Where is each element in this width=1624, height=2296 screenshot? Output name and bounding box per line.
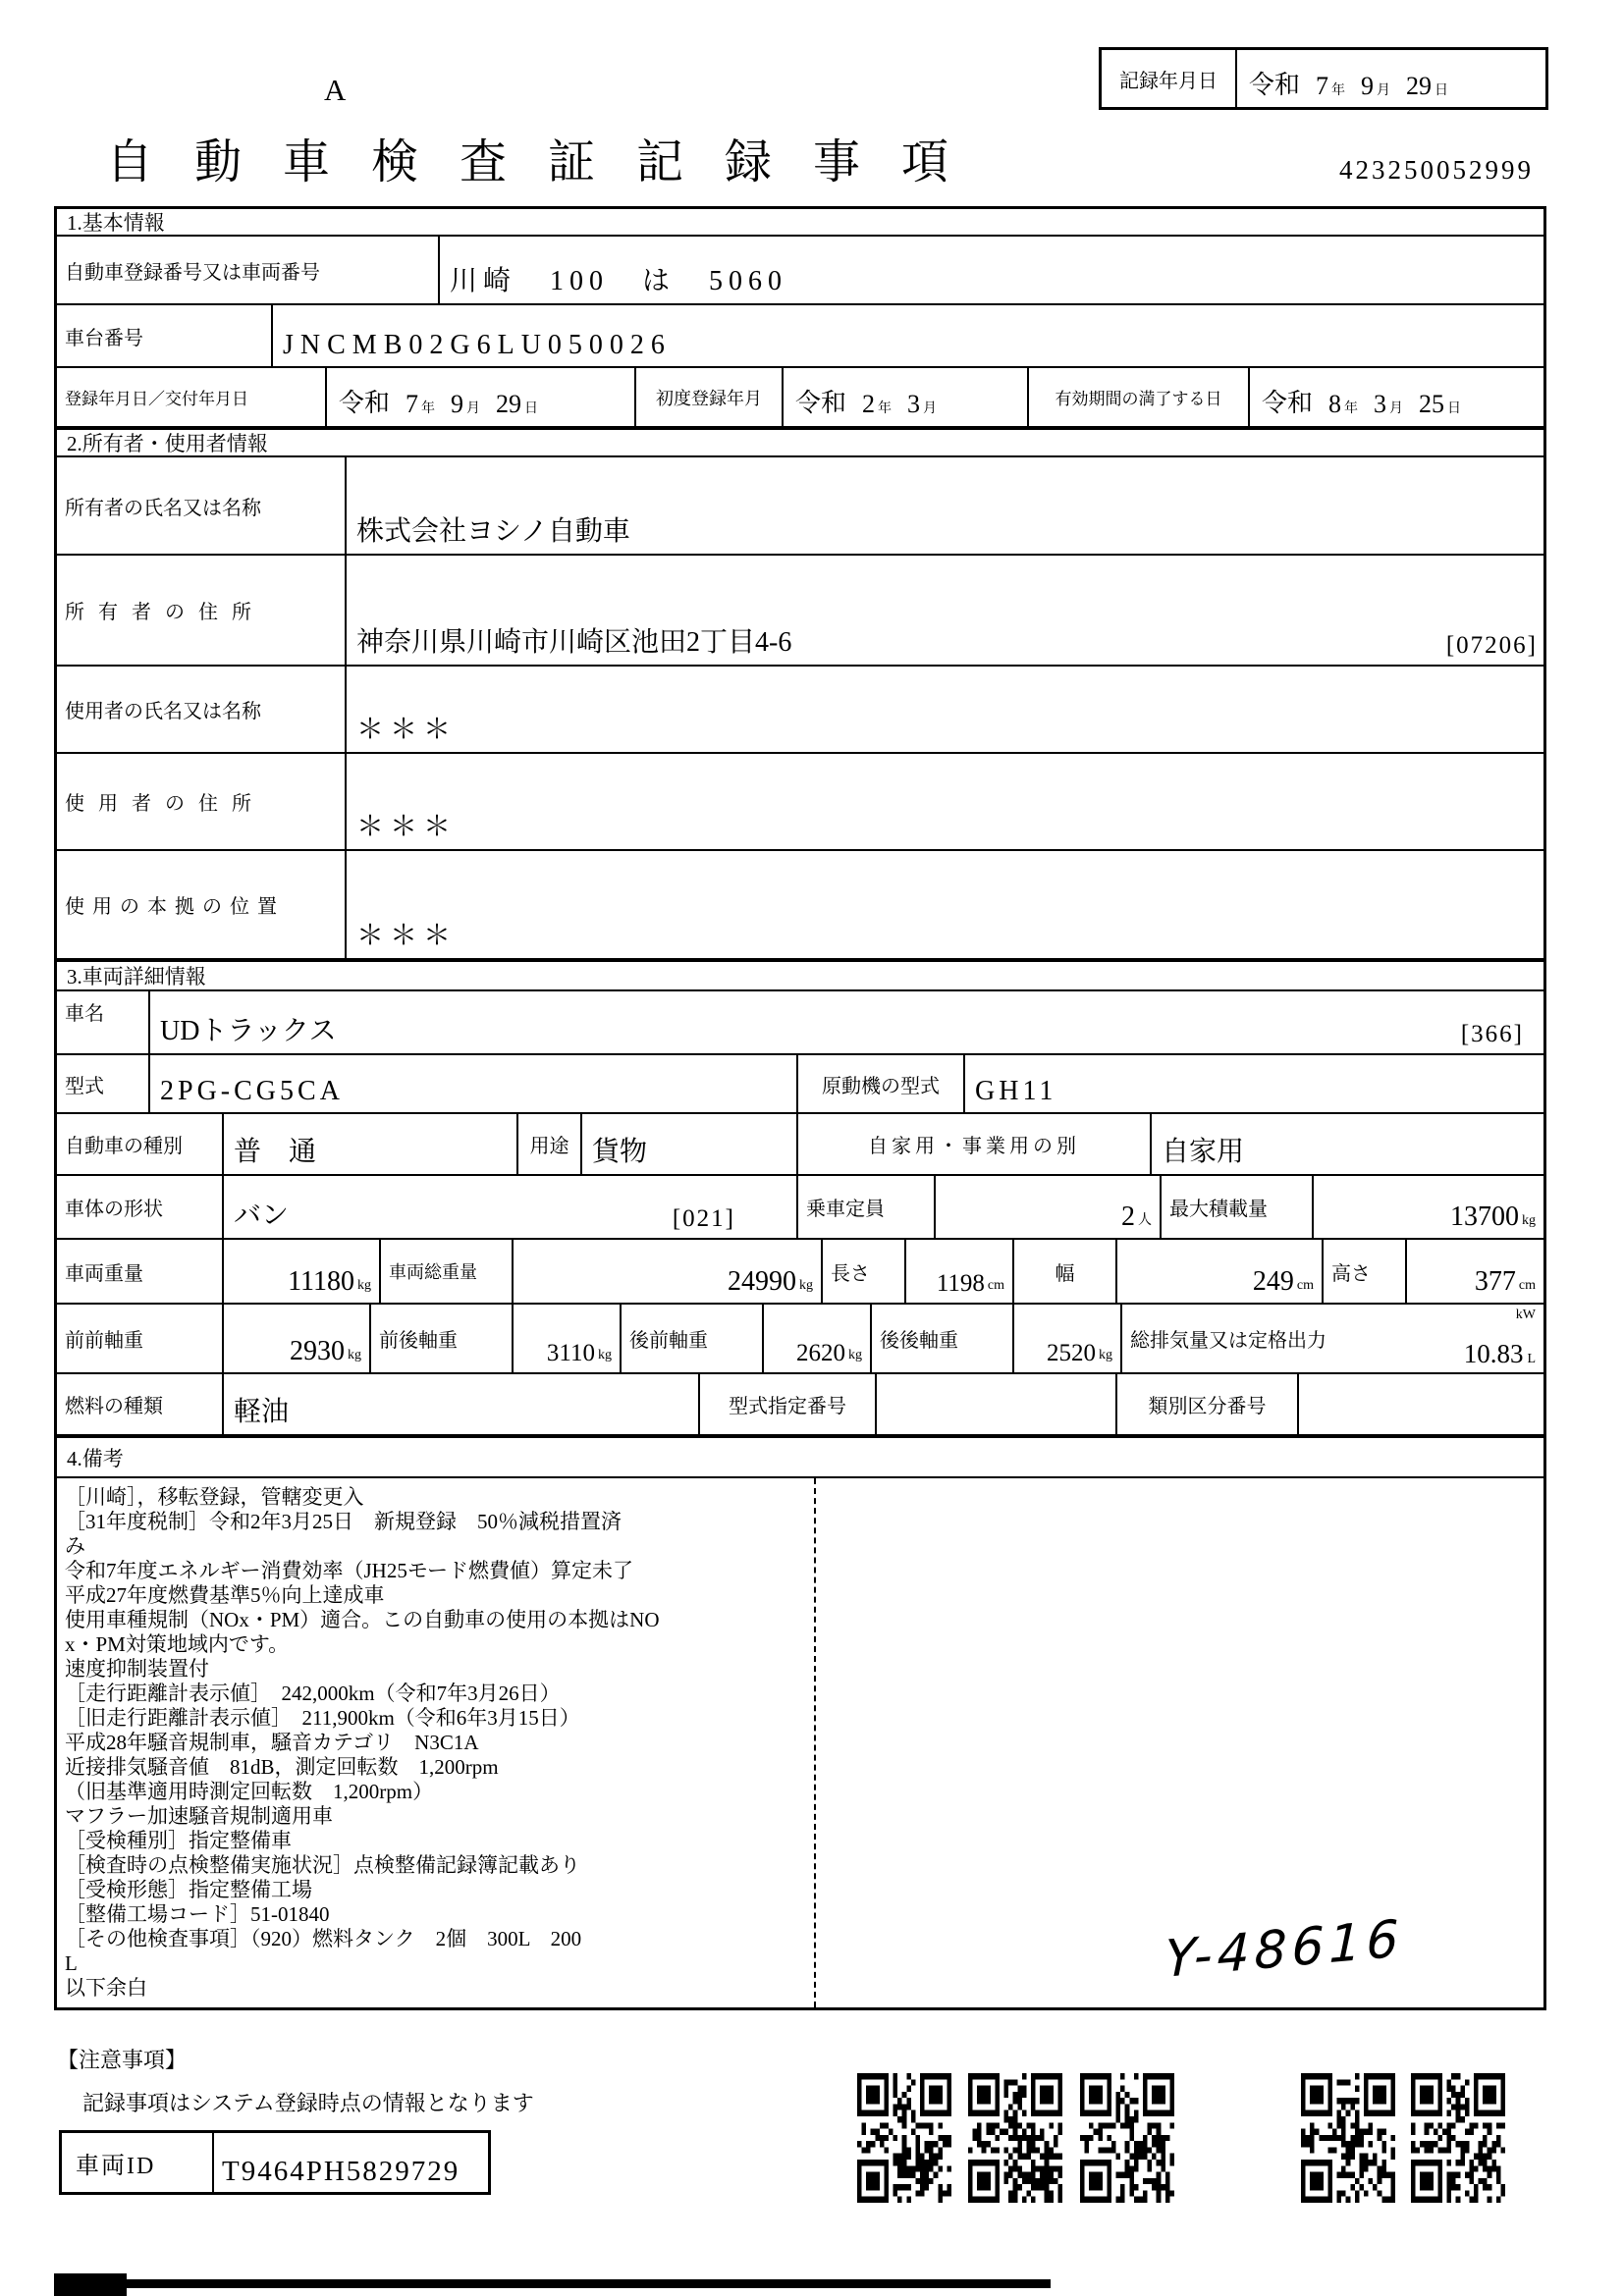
remarks-line: ［受検種別］指定整備車 — [65, 1829, 292, 1852]
fuel-type-label: 燃料の種類 — [57, 1374, 224, 1434]
vehicle-weight-value: 11180 kg — [224, 1240, 381, 1303]
length-value: 1198 cm — [906, 1240, 1014, 1303]
record-table — [54, 206, 1546, 2010]
section3-header: 3.車両詳細情報 — [57, 960, 1543, 991]
displacement-value: 10.83 — [1463, 1339, 1524, 1368]
row-dates — [57, 368, 1543, 428]
axle-rear-rear-label: 後後軸重 — [872, 1305, 1014, 1372]
remarks-line: ［検査時の点検整備実施状況］点検整備記録簿記載あり — [65, 1853, 580, 1877]
class-number-value — [1299, 1374, 1543, 1434]
body-shape-label: 車体の形状 — [57, 1176, 224, 1238]
remarks-line: ［整備工場コード］51-01840 — [65, 1902, 330, 1926]
remarks-box — [57, 1478, 1543, 2007]
width-label: 幅 — [1014, 1240, 1117, 1303]
remarks-lines — [65, 1485, 806, 2001]
gross-weight-label: 車両総重量 — [381, 1240, 514, 1303]
row-user-name — [57, 667, 1543, 754]
section2-header: 2.所有者・使用者情報 — [57, 428, 1543, 457]
axle-rear-rear-value: 2520 kg — [1014, 1305, 1122, 1372]
axle-rear-front-label: 後前軸重 — [622, 1305, 764, 1372]
remarks-line: （旧基準適用時測定回転数 1,200rpm） — [65, 1780, 434, 1803]
row-fuel — [57, 1374, 1543, 1436]
base-location-label: 使用の本拠の位置 — [57, 851, 347, 958]
remarks-line: 平成28年騒音規制車，騒音カテゴリ N3C1A — [65, 1731, 479, 1754]
owner-name-value: 株式会社ヨシノ自動車 — [356, 516, 630, 547]
row-user-address — [57, 754, 1543, 851]
document-number: 423250052999 — [1339, 155, 1534, 185]
expiry-date-value: 令和 8 年 3 月 25 日 — [1262, 389, 1462, 418]
owner-name-label: 所有者の氏名又は名称 — [57, 457, 347, 554]
remarks-line: ［受検形態］指定整備工場 — [65, 1878, 312, 1901]
fuel-type-value: 軽油 — [224, 1374, 700, 1434]
payload-label: 最大積載量 — [1162, 1176, 1314, 1238]
record-date-value: 令和 7 年 9 月 29 日 — [1249, 71, 1449, 100]
row-model — [57, 1055, 1543, 1114]
model-label: 型式 — [57, 1055, 150, 1112]
row-weights — [57, 1240, 1543, 1305]
private-business-label: 自家用・事業用の別 — [798, 1114, 1152, 1174]
page-title: 自動車検査証記録事項 — [106, 136, 991, 188]
remarks-line: 使用車種規制（NOx・PM）適合。この自動車の使用の本拠はNO — [65, 1608, 660, 1631]
first-registration-label: 初度登録年月 — [636, 368, 784, 426]
user-name-value: ＊＊＊ — [356, 715, 458, 745]
base-location-value: ＊＊＊ — [356, 921, 458, 951]
scan-artifact-line — [54, 2279, 1051, 2288]
record-date-label: 記録年月日 — [1102, 50, 1237, 107]
row-plate-number — [57, 237, 1543, 305]
length-label: 長さ — [823, 1240, 906, 1303]
remarks-line: 以下余白 — [65, 1976, 147, 2000]
row-body-shape — [57, 1176, 1543, 1240]
qr-code — [1411, 2073, 1505, 2203]
notice-title: 【注意事項】 — [57, 2048, 188, 2072]
remarks-line: ［川崎］，移転登録，管轄変更入 — [65, 1485, 364, 1509]
qr-code — [857, 2073, 951, 2203]
remarks-line: 平成27年度燃費基準5％向上達成車 — [65, 1583, 385, 1607]
use-label: 用途 — [518, 1114, 582, 1174]
qr-code — [1301, 2073, 1395, 2203]
row-chassis-number — [57, 305, 1543, 368]
remarks-divider — [814, 1478, 816, 2007]
expiry-date-label: 有効期間の満了する日 — [1029, 368, 1250, 426]
section1-header: 1.基本情報 — [57, 209, 1543, 237]
vehicle-kind-value: 普 通 — [224, 1114, 518, 1174]
qr-code — [1080, 2073, 1174, 2203]
row-axle-weights — [57, 1305, 1543, 1374]
vehicle-id-label: 車両ID — [62, 2133, 214, 2192]
car-name-code: [366] — [1460, 1021, 1524, 1047]
remarks-line: x・PM対策地域内です。 — [65, 1632, 290, 1656]
row-car-name — [57, 991, 1543, 1055]
row-owner-name — [57, 457, 1543, 556]
axle-front-rear-label: 前後軸重 — [371, 1305, 514, 1372]
remarks-line: 近接排気騒音値 81dB，測定回転数 1,200rpm — [65, 1755, 499, 1779]
car-name-value: UDトラックス — [160, 1016, 337, 1046]
remarks-line: 令和7年度エネルギー消費効率（JH25モード燃費値）算定未了 — [65, 1559, 633, 1582]
height-label: 高さ — [1324, 1240, 1407, 1303]
chassis-number-label: 車台番号 — [57, 305, 273, 366]
capacity-label: 乗車定員 — [798, 1176, 936, 1238]
displacement-cell — [1122, 1305, 1543, 1372]
kw-unit: kW — [1515, 1308, 1536, 1322]
user-name-label: 使用者の氏名又は名称 — [57, 667, 347, 752]
displacement-label: 総排気量又は定格出力 — [1130, 1330, 1326, 1352]
remarks-line: み — [65, 1534, 85, 1558]
axle-front-front-label: 前前軸重 — [57, 1305, 224, 1372]
vehicle-id-value: T9464PH5829729 — [222, 2156, 460, 2187]
class-number-label: 類別区分番号 — [1117, 1374, 1299, 1434]
chassis-number-value: JNCMB02G6LU050026 — [283, 330, 672, 360]
registration-date-label: 登録年月日／交付年月日 — [57, 368, 327, 426]
plate-number-label: 自動車登録番号又は車両番号 — [57, 237, 440, 303]
model-value: 2PG-CG5CA — [150, 1055, 798, 1112]
registration-date-value: 令和 7 年 9 月 29 日 — [327, 368, 636, 426]
owner-address-code: [07206] — [1445, 632, 1538, 659]
car-name-label: 車名 — [57, 991, 150, 1053]
body-shape-value: バン — [234, 1201, 290, 1231]
remarks-line: 速度抑制装置付 — [65, 1657, 209, 1681]
handwritten-note: Y-48616 — [1164, 1909, 1404, 1990]
corner-mark: A — [324, 73, 347, 107]
user-address-label: 使用者の住所 — [57, 754, 347, 849]
plate-number-value: 川崎 100 は 5060 — [450, 266, 788, 296]
private-business-value: 自家用 — [1162, 1137, 1245, 1167]
notice-text: 記録事項はシステム登録時点の情報となります — [82, 2091, 534, 2115]
width-value: 249 cm — [1117, 1240, 1324, 1303]
vehicle-kind-label: 自動車の種別 — [57, 1114, 224, 1174]
axle-front-rear-value: 3110 kg — [514, 1305, 622, 1372]
row-base-location — [57, 851, 1543, 960]
axle-rear-front-value: 2620 kg — [764, 1305, 872, 1372]
record-date-box — [1099, 47, 1548, 110]
engine-model-label: 原動機の型式 — [798, 1055, 965, 1112]
type-designation-label: 型式指定番号 — [700, 1374, 877, 1434]
vehicle-id-box — [59, 2130, 491, 2195]
use-value: 貨物 — [582, 1114, 798, 1174]
body-shape-code: [021] — [672, 1205, 735, 1232]
axle-front-front-value: 2930 kg — [224, 1305, 371, 1372]
user-address-value: ＊＊＊ — [356, 812, 458, 842]
section4-header: 4.備考 — [57, 1436, 1543, 1478]
height-value: 377 cm — [1474, 1266, 1536, 1297]
owner-address-label: 所有者の住所 — [57, 556, 347, 665]
remarks-line: L — [65, 1951, 78, 1975]
first-registration-value: 令和 2 年 3 月 — [784, 368, 1029, 426]
owner-address-value: 神奈川県川崎市川崎区池田2丁目4-6 — [356, 627, 792, 658]
liter-unit: L — [1527, 1352, 1536, 1366]
payload-value: 13700 kg — [1450, 1201, 1536, 1232]
row-category — [57, 1114, 1543, 1176]
row-owner-address — [57, 556, 1543, 667]
remarks-line: マフラー加速騒音規制適用車 — [65, 1804, 333, 1828]
type-designation-value — [877, 1374, 1117, 1434]
remarks-line: ［走行距離計表示値］ 242,000km（令和7年3月26日） — [65, 1682, 561, 1705]
remarks-line: ［その他検査事項］（920）燃料タンク 2個 300L 200 — [65, 1927, 582, 1950]
remarks-line: ［31年度税制］令和2年3月25日 新規登録 50％減税措置済 — [65, 1510, 622, 1533]
qr-code — [968, 2073, 1062, 2203]
vehicle-weight-label: 車両重量 — [57, 1240, 224, 1303]
gross-weight-value: 24990 kg — [514, 1240, 823, 1303]
remarks-line: ［旧走行距離計表示値］ 211,900km（令和6年3月15日） — [65, 1706, 580, 1730]
engine-model-value: GH11 — [975, 1076, 1057, 1106]
capacity-value: 2 人 — [936, 1176, 1162, 1238]
